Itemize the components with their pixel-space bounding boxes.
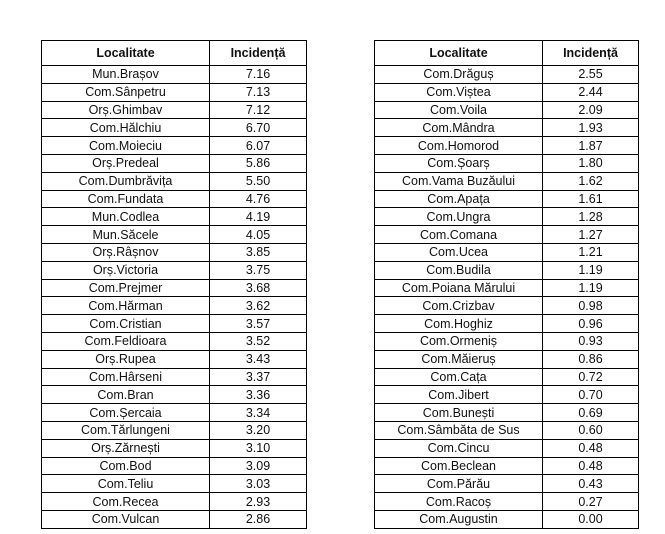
locality-cell: Com.Racoș	[375, 493, 543, 511]
table-row	[42, 101, 307, 119]
table-row	[375, 439, 639, 457]
table-row	[375, 66, 639, 84]
table-row	[375, 368, 639, 386]
table-row	[375, 279, 639, 297]
locality-cell: Orș.Zărnești	[42, 439, 210, 457]
column-header-locality: Localitate	[42, 41, 210, 66]
table-body	[42, 66, 307, 529]
locality-cell: Com.Fundata	[42, 190, 210, 208]
table-row	[42, 457, 307, 475]
locality-cell: Com.Cața	[375, 368, 543, 386]
table-row	[42, 226, 307, 244]
incidence-cell: 3.36	[210, 386, 307, 404]
table-header-row	[42, 41, 307, 66]
incidence-cell: 3.52	[210, 332, 307, 350]
locality-cell: Com.Ormeniș	[375, 332, 543, 350]
locality-cell: Com.Poiana Mărului	[375, 279, 543, 297]
column-header-locality: Localitate	[375, 41, 543, 66]
incidence-cell: 1.87	[543, 137, 639, 155]
locality-cell: Com.Bran	[42, 386, 210, 404]
locality-cell: Com.Ungra	[375, 208, 543, 226]
incidence-cell: 3.68	[210, 279, 307, 297]
locality-cell: Mun.Codlea	[42, 208, 210, 226]
table-row	[42, 243, 307, 261]
locality-cell: Orș.Rupea	[42, 350, 210, 368]
locality-cell: Com.Dumbrăvița	[42, 172, 210, 190]
table-row	[42, 386, 307, 404]
incidence-cell: 4.19	[210, 208, 307, 226]
table-row	[42, 279, 307, 297]
incidence-cell: 0.70	[543, 386, 639, 404]
incidence-cell: 7.13	[210, 83, 307, 101]
incidence-cell: 1.62	[543, 172, 639, 190]
incidence-cell: 1.93	[543, 119, 639, 137]
locality-cell: Com.Voila	[375, 101, 543, 119]
table-row	[375, 137, 639, 155]
incidence-cell: 0.00	[543, 510, 639, 528]
locality-cell: Com.Mândra	[375, 119, 543, 137]
incidence-cell: 3.09	[210, 457, 307, 475]
locality-cell: Orș.Predeal	[42, 154, 210, 172]
locality-cell: Com.Beclean	[375, 457, 543, 475]
table-header-row	[375, 41, 639, 66]
incidence-cell: 6.70	[210, 119, 307, 137]
incidence-cell: 1.80	[543, 154, 639, 172]
locality-cell: Com.Șoarș	[375, 154, 543, 172]
incidence-cell: 7.16	[210, 66, 307, 84]
incidence-cell: 3.43	[210, 350, 307, 368]
table-row	[42, 421, 307, 439]
locality-cell: Mun.Brașov	[42, 66, 210, 84]
locality-cell: Orș.Râșnov	[42, 243, 210, 261]
locality-cell: Com.Vulcan	[42, 510, 210, 528]
incidence-cell: 0.27	[543, 493, 639, 511]
table-row	[375, 421, 639, 439]
table-row	[375, 297, 639, 315]
table-row	[375, 404, 639, 422]
table-row	[42, 315, 307, 333]
incidence-cell: 0.96	[543, 315, 639, 333]
incidence-cell: 3.34	[210, 404, 307, 422]
locality-cell: Com.Prejmer	[42, 279, 210, 297]
locality-cell: Orș.Victoria	[42, 261, 210, 279]
incidence-cell: 0.69	[543, 404, 639, 422]
incidence-cell: 1.61	[543, 190, 639, 208]
table-row	[375, 350, 639, 368]
incidence-cell: 0.72	[543, 368, 639, 386]
table-row	[375, 83, 639, 101]
incidence-cell: 5.86	[210, 154, 307, 172]
locality-cell: Com.Hârseni	[42, 368, 210, 386]
locality-cell: Com.Augustin	[375, 510, 543, 528]
table-row	[375, 119, 639, 137]
table-row	[375, 510, 639, 528]
table-row	[375, 493, 639, 511]
incidence-cell: 3.57	[210, 315, 307, 333]
incidence-cell: 5.50	[210, 172, 307, 190]
table-row	[375, 226, 639, 244]
table-row	[42, 350, 307, 368]
incidence-cell: 2.55	[543, 66, 639, 84]
table-row	[42, 368, 307, 386]
locality-cell: Com.Ucea	[375, 243, 543, 261]
locality-cell: Com.Hălchiu	[42, 119, 210, 137]
locality-cell: Com.Măieruș	[375, 350, 543, 368]
incidence-cell: 0.48	[543, 439, 639, 457]
incidence-cell: 3.37	[210, 368, 307, 386]
incidence-cell: 1.28	[543, 208, 639, 226]
locality-cell: Com.Bunești	[375, 404, 543, 422]
incidence-cell: 2.44	[543, 83, 639, 101]
locality-cell: Com.Jibert	[375, 386, 543, 404]
table-row	[375, 386, 639, 404]
incidence-cell: 2.09	[543, 101, 639, 119]
table-row	[42, 83, 307, 101]
table-row	[42, 208, 307, 226]
table-row	[42, 137, 307, 155]
locality-cell: Com.Cincu	[375, 439, 543, 457]
table-row	[375, 154, 639, 172]
incidence-cell: 3.10	[210, 439, 307, 457]
incidence-cell: 0.48	[543, 457, 639, 475]
incidence-table-right	[374, 40, 639, 529]
incidence-cell: 4.05	[210, 226, 307, 244]
locality-cell: Mun.Săcele	[42, 226, 210, 244]
incidence-cell: 3.03	[210, 475, 307, 493]
table-row	[42, 154, 307, 172]
incidence-cell: 4.76	[210, 190, 307, 208]
table-row	[375, 190, 639, 208]
table-row	[42, 404, 307, 422]
incidence-table-left	[41, 40, 307, 529]
table-row	[375, 475, 639, 493]
table-row	[42, 261, 307, 279]
locality-cell: Com.Hoghiz	[375, 315, 543, 333]
table-body	[375, 66, 639, 529]
locality-cell: Com.Sâmbăta de Sus	[375, 421, 543, 439]
incidence-cell: 1.27	[543, 226, 639, 244]
incidence-cell: 3.75	[210, 261, 307, 279]
incidence-cell: 6.07	[210, 137, 307, 155]
locality-cell: Com.Părău	[375, 475, 543, 493]
table-row	[42, 510, 307, 528]
locality-cell: Com.Hărman	[42, 297, 210, 315]
locality-cell: Com.Feldioara	[42, 332, 210, 350]
incidence-cell: 1.19	[543, 279, 639, 297]
locality-cell: Com.Vama Buzăului	[375, 172, 543, 190]
table-row	[375, 261, 639, 279]
locality-cell: Com.Sânpetru	[42, 83, 210, 101]
locality-cell: Com.Drăguș	[375, 66, 543, 84]
table-row	[375, 243, 639, 261]
incidence-cell: 1.21	[543, 243, 639, 261]
locality-cell: Com.Homorod	[375, 137, 543, 155]
incidence-cell: 7.12	[210, 101, 307, 119]
incidence-cell: 0.43	[543, 475, 639, 493]
locality-cell: Com.Recea	[42, 493, 210, 511]
incidence-cell: 2.93	[210, 493, 307, 511]
table-row	[375, 457, 639, 475]
table-row	[42, 297, 307, 315]
table-row	[375, 208, 639, 226]
incidence-cell: 3.85	[210, 243, 307, 261]
locality-cell: Com.Teliu	[42, 475, 210, 493]
incidence-cell: 0.93	[543, 332, 639, 350]
incidence-cell: 0.98	[543, 297, 639, 315]
incidence-cell: 0.60	[543, 421, 639, 439]
table-row	[375, 315, 639, 333]
table-row	[375, 332, 639, 350]
table-row	[42, 172, 307, 190]
locality-cell: Com.Bod	[42, 457, 210, 475]
table-row	[42, 439, 307, 457]
table-row	[375, 172, 639, 190]
locality-cell: Com.Crizbav	[375, 297, 543, 315]
locality-cell: Com.Cristian	[42, 315, 210, 333]
locality-cell: Com.Moieciu	[42, 137, 210, 155]
table-row	[42, 119, 307, 137]
locality-cell: Com.Apața	[375, 190, 543, 208]
incidence-cell: 2.86	[210, 510, 307, 528]
table-row	[42, 475, 307, 493]
table-row	[42, 493, 307, 511]
locality-cell: Com.Comana	[375, 226, 543, 244]
locality-cell: Com.Șercaia	[42, 404, 210, 422]
incidence-cell: 3.20	[210, 421, 307, 439]
table-row	[375, 101, 639, 119]
locality-cell: Com.Budila	[375, 261, 543, 279]
locality-cell: Com.Tărlungeni	[42, 421, 210, 439]
column-header-incidence: Incidență	[543, 41, 639, 66]
incidence-cell: 0.86	[543, 350, 639, 368]
table-row	[42, 332, 307, 350]
column-header-incidence: Incidență	[210, 41, 307, 66]
locality-cell: Orș.Ghimbav	[42, 101, 210, 119]
table-row	[42, 66, 307, 84]
locality-cell: Com.Viștea	[375, 83, 543, 101]
incidence-cell: 3.62	[210, 297, 307, 315]
table-row	[42, 190, 307, 208]
incidence-cell: 1.19	[543, 261, 639, 279]
